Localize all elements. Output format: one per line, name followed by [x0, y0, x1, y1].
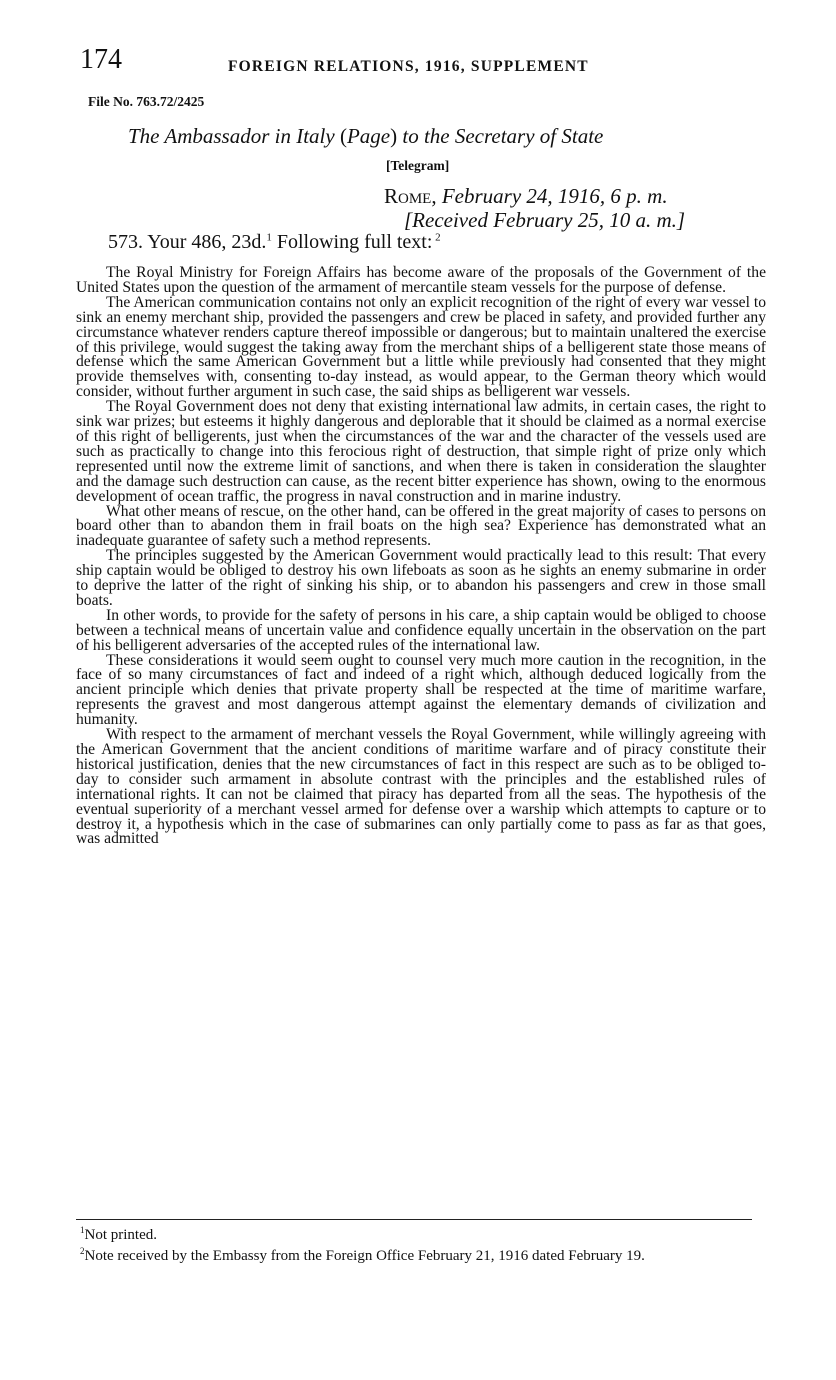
page-header — [80, 44, 760, 84]
footnote-mark: 2 — [80, 1246, 85, 1256]
title-open-paren: ( — [339, 124, 347, 148]
footnote-mark: 1 — [80, 1225, 85, 1235]
paragraph: The Royal Government does not deny that existing international law admits, in certain cases, the right to sink war prizes; but esteems it highly dangerous and deplorable that it should be claimed as a normal exercise of this right of belligerents, just when the circumstances of the war and the character of the vessels used are such as practically to change into this ferocious right of destruction, that simple right of prize only which represented until now the extreme limit of sanctions, and when there is taken in consideration the slaughter and the damage such destruction can cause, as the recent bitter experience has shown, owing to the enormous development of ocean traffic, the progress in naval construction and in marine industry. — [76, 398, 766, 505]
footnote-divider — [76, 1219, 752, 1220]
running-head: FOREIGN RELATIONS, 1916, SUPPLEMENT — [228, 58, 589, 75]
paragraph: What other means of rescue, on the other hand, can be offered in the great majority of cases to persons on board other than to abandon them in frail boats on the high sea? Experience has demonstrated what an inadequate guarantee of safety such a method represents. — [76, 502, 766, 550]
dateline-date: February 24, 1916, 6 p. m. — [441, 184, 668, 208]
title-part-1: The Ambassador in Italy — [128, 124, 340, 148]
dateline-place: Rome, — [384, 184, 437, 208]
page-number: 174 — [80, 44, 122, 75]
title-part-3: to the Secretary of State — [397, 124, 604, 148]
paragraph: The American communication contains not only an explicit recognition of the right of every war vessel to sink an enemy merchant ship, provided the passengers and crew be placed in safety, and provided further any circumstance whatever renders capture thereof impossible or dangerous; but to maintain unaltered the exercise of this privilege, would suggest the taking away from the merchant ships of a belligerent state those means of defense which the same American Government but a little while previously had consented that they might provide themselves with, consenting to-day instead, as would appear, to the German theory which would consider, without further argument in such case, the said ships as belligerent war vessels. — [76, 293, 766, 401]
lead-footnote-ref-2: 2 — [432, 231, 441, 244]
title-part-2: Page — [346, 124, 391, 148]
telegram-body — [76, 266, 766, 847]
lead-text: 573. Your 486, 23d. — [108, 231, 267, 253]
paragraph: The principles suggested by the American Government would practically lead to this result: That every ship captain would be obliged to destroy his own lifeboats as soon as he sights an enemy submarine in order to deprive the latter of the right of sinking his ship, or to abandon his passengers and crew in those small boats. — [76, 547, 766, 609]
footnote-text: Note received by the Embassy from the Foreign Office February 21, 1916 dated February 19. — [84, 1248, 645, 1264]
paragraph: In other words, to provide for the safety of persons in his care, a ship captain would be obliged to choose between a technical means of uncertain value and confidence equally uncertain in the observation on the part of his belligerent adversaries of the accepted rules of the international law. — [76, 606, 766, 654]
footnote — [76, 1243, 766, 1264]
telegram-label: [Telegram] — [386, 158, 450, 173]
title-close-paren: ) — [390, 124, 398, 148]
telegram-lead-line — [108, 231, 441, 254]
paragraph: These considerations it would seem ought to counsel very much more caution in the recognition, in the face of so many circumstances of fact and indeed of a right which, although deduced logically from the ancient principle which denies that private property shall be respected at the time of maritime warfare, represents the gravest and most dangerous attempt against the elementary demands of civilization and humanity. — [76, 651, 766, 729]
footnote-text: Not printed. — [84, 1227, 157, 1243]
document-title — [128, 124, 603, 149]
lead-text-2: Following full text: — [271, 231, 433, 253]
footnote — [76, 1222, 766, 1243]
received-line: [Received February 25, 10 a. m.] — [404, 208, 686, 232]
lead-footnote-ref-1: 1 — [266, 231, 272, 244]
dateline — [384, 184, 668, 209]
file-number: File No. 763.72/2425 — [88, 94, 205, 109]
paragraph: The Royal Ministry for Foreign Affairs has become aware of the proposals of the Government of the United States upon the question of the armament of mercantile steam vessels for the purpose of defense. — [76, 264, 766, 296]
footnotes — [76, 1222, 766, 1264]
paragraph: With respect to the armament of merchant vessels the Royal Government, while willingly agreeing with the American Government that the ancient conditions of maritime warfare and of piracy constitute their historical justification, denies that the new circumstances of fact in this respect are such as to be obliged to-day to consider such armament in absolute contrast with the principles and the established rules of international rights. It can not be claimed that piracy has departed from all the seas. The hypothesis of the eventual superiority of a merchant vessel armed for defense over a warship which attempts to capture or to destroy it, a hypothesis which in the case of submarines can only partially come to pass as far as that goes, was admitted — [76, 726, 766, 848]
